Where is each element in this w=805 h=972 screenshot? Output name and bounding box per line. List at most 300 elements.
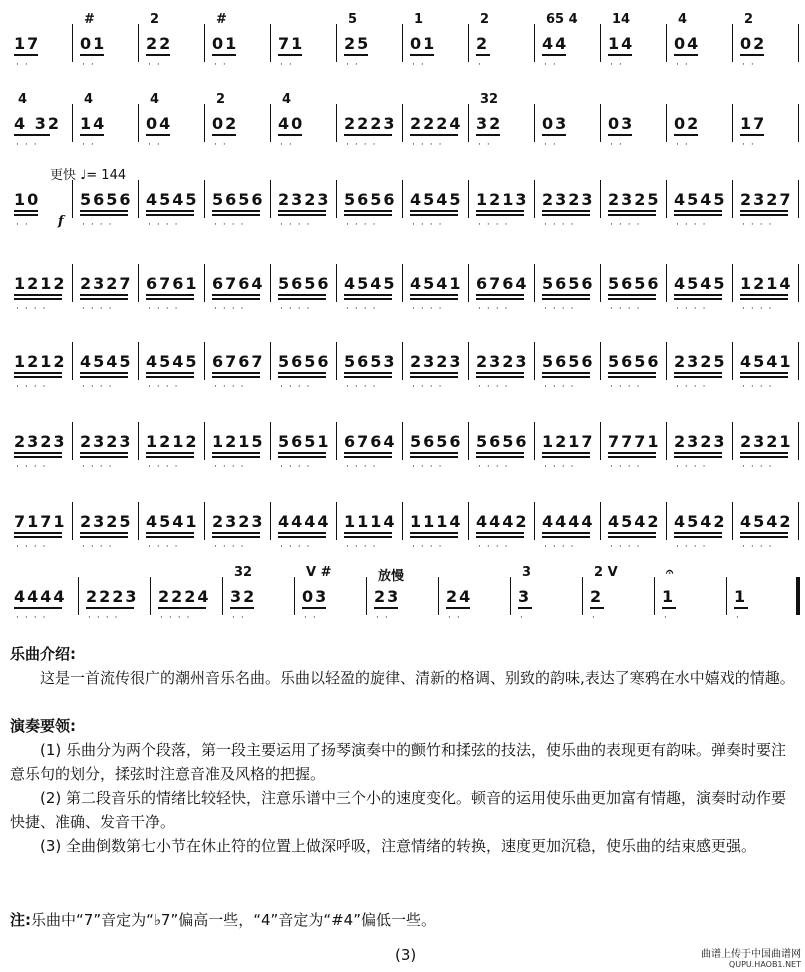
octave-dots: ····	[544, 382, 580, 392]
bar-line	[600, 264, 601, 302]
bar-line	[510, 577, 511, 615]
score-row	[8, 252, 800, 312]
beam-line	[410, 298, 458, 300]
beam-line	[212, 532, 260, 534]
beam-line	[212, 214, 260, 216]
measure-notes: 4545	[146, 190, 199, 209]
beam-line	[344, 298, 392, 300]
bar-line	[72, 264, 73, 302]
beam-line	[446, 607, 470, 609]
measure-notes: 1114	[344, 512, 397, 531]
octave-dots: ····	[544, 542, 580, 552]
beam-line	[146, 452, 194, 454]
measure-notes: 2224	[410, 114, 463, 133]
bar-line	[534, 422, 535, 460]
beam-line	[476, 210, 524, 212]
bar-line	[336, 24, 337, 62]
measure-notes: 2323	[410, 352, 463, 371]
bar-line	[138, 342, 139, 380]
beam-line	[278, 214, 326, 216]
beam-line	[740, 298, 788, 300]
bar-line	[336, 264, 337, 302]
octave-dots: ····	[478, 382, 514, 392]
beam-line	[80, 54, 104, 56]
octave-dots: ····	[82, 220, 118, 230]
bar-line	[150, 577, 151, 615]
measure-notes: 24	[446, 587, 473, 606]
beam-line	[212, 452, 260, 454]
octave-dots: ····	[148, 382, 184, 392]
bar-line	[732, 502, 733, 540]
octave-dots: ····	[214, 382, 250, 392]
measure-notes: 4545	[410, 190, 463, 209]
measure-notes: 5656	[476, 432, 529, 451]
octave-dots: ··	[82, 140, 100, 150]
measure-notes: 10	[14, 190, 41, 209]
measure-notes: 5656	[212, 190, 265, 209]
score-row	[8, 410, 800, 470]
beam-line	[212, 536, 260, 538]
bar-line	[204, 180, 205, 218]
bar-line	[732, 264, 733, 302]
octave-dots: ··	[82, 60, 100, 70]
bar-line	[468, 342, 469, 380]
measure-notes: 01	[80, 34, 107, 53]
bar-line	[798, 342, 799, 380]
octave-dots: ····	[280, 542, 316, 552]
measure-upper-notes: 4	[678, 12, 688, 27]
measure-notes: 6764	[212, 274, 265, 293]
octave-dots: ····	[676, 462, 712, 472]
octave-dots: ····	[280, 462, 316, 472]
beam-line	[14, 607, 62, 609]
measure-notes: 5656	[278, 352, 331, 371]
beam-line	[14, 532, 62, 534]
beam-line	[608, 536, 656, 538]
beam-line	[80, 214, 128, 216]
octave-dots: ····	[82, 304, 118, 314]
bar-line	[138, 24, 139, 62]
beam-line	[212, 456, 260, 458]
beam-line	[476, 54, 490, 56]
octave-dots: ····	[676, 304, 712, 314]
measure-notes: 2323	[476, 352, 529, 371]
beam-line	[146, 210, 194, 212]
bar-line	[138, 502, 139, 540]
note-body: 乐曲中“7”音定为“♭7”偏高一些，“4”音定为“#4”偏低一些。	[31, 911, 436, 929]
octave-dots: ····	[412, 304, 448, 314]
bar-line	[798, 104, 799, 142]
bar-line	[666, 422, 667, 460]
beam-line	[212, 134, 236, 136]
octave-dots: ····	[478, 304, 514, 314]
beam-line	[80, 456, 128, 458]
measure-notes: 2	[590, 587, 604, 606]
measure-upper-notes: 1	[414, 12, 424, 27]
bar-line	[402, 104, 403, 142]
beam-line	[146, 376, 194, 378]
octave-dots: ····	[610, 304, 646, 314]
octave-dots: ····	[148, 220, 184, 230]
bar-line	[534, 264, 535, 302]
beam-line	[212, 294, 260, 296]
octave-dots: ··	[610, 60, 628, 70]
beam-line	[674, 214, 722, 216]
bar-line	[336, 342, 337, 380]
measure-notes: 2323	[542, 190, 595, 209]
beam-line	[344, 214, 392, 216]
beam-line	[278, 372, 326, 374]
bar-line	[732, 180, 733, 218]
measure-notes: 01	[212, 34, 239, 53]
beam-line	[410, 214, 458, 216]
bar-line	[438, 577, 439, 615]
beam-line	[14, 210, 38, 212]
beam-line	[14, 134, 50, 136]
bar-line	[534, 342, 535, 380]
beam-line	[410, 452, 458, 454]
bar-line	[138, 104, 139, 142]
octave-dots: ····	[214, 542, 250, 552]
octave-dots: ····	[148, 542, 184, 552]
beam-line	[344, 210, 392, 212]
beam-line	[14, 54, 38, 56]
beam-line	[674, 376, 722, 378]
measure-notes: 2323	[278, 190, 331, 209]
beam-line	[674, 536, 722, 538]
measure-upper-notes: 2	[744, 12, 754, 27]
beam-line	[344, 372, 392, 374]
intro-body: 这是一首流传很广的潮州音乐名曲。乐曲以轻盈的旋律、清新的格调、别致的韵味,表达了寒鸦在水中嬉戏的情趣。	[40, 669, 795, 687]
octave-dots: ··	[346, 60, 364, 70]
beam-line	[608, 294, 656, 296]
beam-line	[542, 452, 590, 454]
score-row	[8, 565, 800, 625]
octave-dots: ····	[412, 140, 448, 150]
bar-line	[72, 342, 73, 380]
bar-line	[732, 104, 733, 142]
beam-line	[476, 294, 524, 296]
note-section	[10, 908, 795, 932]
beam-line	[608, 210, 656, 212]
bar-line	[222, 577, 223, 615]
octave-dots: ····	[478, 462, 514, 472]
bar-line	[204, 264, 205, 302]
beam-line	[146, 456, 194, 458]
octave-dots: ··	[676, 60, 694, 70]
bar-line	[468, 422, 469, 460]
bar-line	[336, 502, 337, 540]
octave-dots: ··	[214, 140, 232, 150]
octave-dots: ····	[346, 304, 382, 314]
beam-line	[410, 536, 458, 538]
tips-p3: (3) 全曲倒数第七小节在休止符的位置上做深呼吸，注意情绪的转换，速度更加沉稳，使乐曲的结束感更强。	[40, 837, 757, 855]
beam-line	[608, 376, 656, 378]
beam-line	[344, 536, 392, 538]
measure-upper-notes: 32	[234, 565, 253, 580]
bar-line	[402, 264, 403, 302]
measure-notes: 5656	[344, 190, 397, 209]
measure-notes: 03	[542, 114, 569, 133]
bar-line	[600, 342, 601, 380]
octave-dots: ··	[148, 140, 166, 150]
beam-line	[476, 532, 524, 534]
stamp-line1: 曲谱上传于中国曲谱网	[701, 949, 801, 960]
beam-line	[278, 536, 326, 538]
measure-notes: 5656	[608, 352, 661, 371]
octave-dots: ····	[742, 542, 778, 552]
bar-line	[72, 24, 73, 62]
measure-notes: 1214	[740, 274, 793, 293]
octave-dots: ····	[82, 382, 118, 392]
beam-line	[80, 536, 128, 538]
measure-notes: 5653	[344, 352, 397, 371]
measure-notes: 4542	[740, 512, 793, 531]
octave-dots: ··	[280, 140, 298, 150]
bar-line	[582, 577, 583, 615]
beam-line	[476, 456, 524, 458]
measure-upper-notes: 32	[480, 92, 499, 107]
measure-notes: 02	[212, 114, 239, 133]
bar-line	[402, 342, 403, 380]
bar-line	[534, 502, 535, 540]
bar-line	[468, 24, 469, 62]
bar-line	[534, 180, 535, 218]
measure-notes: 22	[146, 34, 173, 53]
bar-line	[666, 24, 667, 62]
beam-line	[410, 456, 458, 458]
beam-line	[608, 372, 656, 374]
octave-dots: ····	[280, 220, 316, 230]
octave-dots: ····	[148, 462, 184, 472]
octave-dots: ····	[280, 304, 316, 314]
bar-line	[798, 180, 799, 218]
octave-dots: ····	[742, 462, 778, 472]
beam-line	[278, 210, 326, 212]
beam-line	[608, 298, 656, 300]
beam-line	[674, 372, 722, 374]
beam-line	[674, 210, 722, 212]
beam-line	[278, 54, 302, 56]
measure-notes: 2223	[86, 587, 139, 606]
beam-line	[608, 214, 656, 216]
beam-line	[212, 298, 260, 300]
bar-line	[204, 422, 205, 460]
beam-line	[542, 54, 566, 56]
beam-line	[740, 532, 788, 534]
beam-line	[14, 376, 62, 378]
measure-notes: 17	[14, 34, 41, 53]
measure-notes: 6767	[212, 352, 265, 371]
beam-line	[740, 54, 764, 56]
note-label: 注:	[10, 911, 31, 929]
beam-line	[542, 134, 566, 136]
final-bar-line	[796, 577, 800, 615]
octave-dots: ····	[346, 542, 382, 552]
octave-dots: ····	[214, 220, 250, 230]
beam-line	[734, 607, 748, 609]
octave-dots: ··	[544, 140, 562, 150]
intro-heading: 乐曲介绍:	[10, 645, 76, 663]
octave-dots: ····	[676, 220, 712, 230]
bar-line	[72, 104, 73, 142]
octave-dots: ····	[88, 613, 124, 623]
beam-line	[410, 54, 434, 56]
octave-dots: ···	[16, 140, 43, 150]
beam-line	[476, 134, 500, 136]
bar-line	[336, 180, 337, 218]
tips-p2: (2) 第二段音乐的情绪比较轻快，注意乐谱中三个小的速度变化。顿音的运用使乐曲更加富有情趣，演奏时动作要快捷、准确、发音干净。	[10, 789, 787, 831]
measure-notes: 2	[476, 34, 490, 53]
beam-line	[410, 532, 458, 534]
measure-notes: 2323	[80, 432, 133, 451]
beam-line	[590, 607, 604, 609]
measure-notes: 3	[518, 587, 532, 606]
bar-line	[798, 422, 799, 460]
bar-line	[600, 104, 601, 142]
beam-line	[212, 210, 260, 212]
measure-notes: 4541	[410, 274, 463, 293]
tips-heading: 演奏要领:	[10, 717, 76, 735]
bar-line	[270, 24, 271, 62]
octave-dots: ····	[478, 220, 514, 230]
octave-dots: ····	[544, 462, 580, 472]
beam-line	[476, 214, 524, 216]
beam-line	[740, 214, 788, 216]
bar-line	[204, 104, 205, 142]
beam-line	[542, 532, 590, 534]
bar-line	[138, 422, 139, 460]
octave-dots: ····	[412, 382, 448, 392]
measure-notes: 4545	[674, 190, 727, 209]
octave-dots: ····	[160, 613, 196, 623]
measure-notes: 01	[410, 34, 437, 53]
beam-line	[80, 210, 128, 212]
beam-line	[410, 134, 458, 136]
beam-line	[542, 536, 590, 538]
bar-line	[726, 577, 727, 615]
measure-upper-notes: 4	[84, 92, 94, 107]
measure-upper-notes: 5	[348, 12, 358, 27]
octave-dots: ····	[148, 304, 184, 314]
score-row	[8, 168, 800, 228]
bar-line	[270, 422, 271, 460]
bar-line	[600, 502, 601, 540]
measure-notes: 1212	[146, 432, 199, 451]
beam-line	[608, 532, 656, 534]
measure-notes: 40	[278, 114, 305, 133]
octave-dots: ····	[676, 542, 712, 552]
beam-line	[674, 134, 698, 136]
bar-line	[72, 180, 73, 218]
score-row	[8, 92, 800, 152]
octave-dots: ····	[214, 462, 250, 472]
beam-line	[662, 607, 676, 609]
measure-notes: 03	[302, 587, 329, 606]
bar-line	[204, 502, 205, 540]
score-row	[8, 12, 800, 72]
intro-section	[10, 642, 795, 690]
measure-notes: 4545	[674, 274, 727, 293]
beam-line	[80, 532, 128, 534]
beam-line	[344, 456, 392, 458]
beam-line	[80, 452, 128, 454]
beam-line	[344, 452, 392, 454]
octave-dots: ··	[148, 60, 166, 70]
beam-line	[740, 210, 788, 212]
octave-dots: ····	[742, 304, 778, 314]
beam-line	[410, 210, 458, 212]
beam-line	[674, 298, 722, 300]
bar-line	[468, 502, 469, 540]
bar-line	[534, 104, 535, 142]
octave-dots: ··	[16, 220, 34, 230]
octave-dots: ··	[610, 140, 628, 150]
measure-notes: 4444	[542, 512, 595, 531]
beam-line	[410, 294, 458, 296]
beam-line	[230, 607, 254, 609]
beam-line	[542, 376, 590, 378]
measure-notes: 1217	[542, 432, 595, 451]
measure-notes: 5656	[608, 274, 661, 293]
beam-line	[674, 54, 698, 56]
bar-line	[402, 502, 403, 540]
measure-notes: 1	[662, 587, 676, 606]
measure-upper-notes: 3	[522, 565, 532, 580]
measure-upper-notes: 14	[612, 12, 631, 27]
bar-line	[600, 422, 601, 460]
beam-line	[14, 298, 62, 300]
bar-line	[270, 264, 271, 302]
bar-line	[600, 180, 601, 218]
beam-line	[146, 134, 170, 136]
beam-line	[542, 372, 590, 374]
tips-section	[10, 714, 795, 858]
beam-line	[674, 452, 722, 454]
beam-line	[278, 452, 326, 454]
beam-line	[740, 372, 788, 374]
octave-dots: ····	[214, 304, 250, 314]
beam-line	[212, 54, 236, 56]
beam-line	[344, 134, 392, 136]
bar-line	[666, 264, 667, 302]
measure-notes: 4 32	[14, 114, 61, 133]
beam-line	[674, 532, 722, 534]
beam-line	[374, 607, 398, 609]
measure-upper-notes: 𝄐	[666, 565, 674, 580]
beam-line	[344, 376, 392, 378]
bar-line	[78, 577, 79, 615]
measure-notes: 4545	[344, 274, 397, 293]
octave-dots: ····	[16, 462, 52, 472]
octave-dots: ··	[676, 140, 694, 150]
bar-line	[798, 502, 799, 540]
octave-dots: ····	[742, 382, 778, 392]
octave-dots: ··	[448, 613, 466, 623]
beam-line	[14, 294, 62, 296]
beam-line	[80, 294, 128, 296]
bar-line	[732, 422, 733, 460]
measure-notes: 7771	[608, 432, 661, 451]
octave-dots: ·	[664, 613, 673, 623]
beam-line	[158, 607, 206, 609]
beam-line	[146, 214, 194, 216]
octave-dots: ·	[478, 60, 487, 70]
octave-dots: ····	[610, 542, 646, 552]
measure-notes: 4545	[146, 352, 199, 371]
measure-notes: 14	[80, 114, 107, 133]
bar-line	[138, 180, 139, 218]
